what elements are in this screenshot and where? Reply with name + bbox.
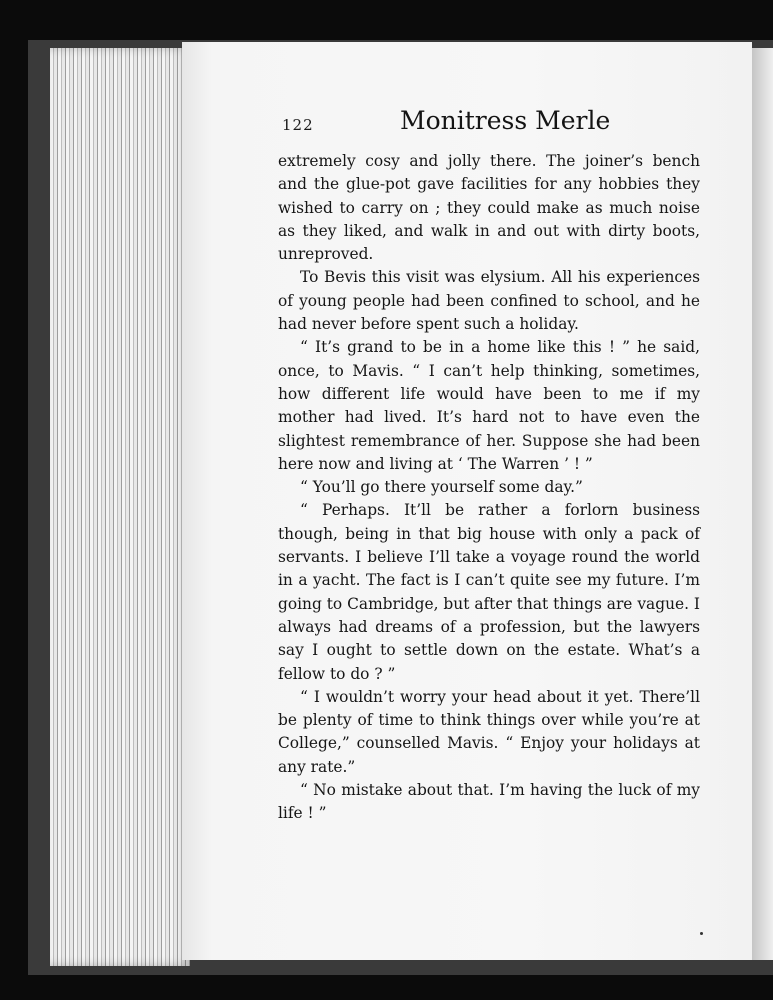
page-header <box>282 106 702 140</box>
paragraph-1: extremely cosy and jolly there. The joiner’s bench and the glue-pot gave facilities for any hobbies they wished to carry on ; they could make as much noise as they liked, and walk in and out with dirty boots, unreproved. <box>278 152 700 264</box>
paragraph-2: To Bevis this visit was elysium. All his experiences of young people had been confined to school, and he had never before spent such a holiday. <box>278 268 700 334</box>
paragraph-3: “ It’s grand to be in a home like this ! ” he said, once, to Mavis. “ I can’t help thinking, sometimes, how different life would have been to me if my mother had lived. It’s hard not to have even the slightest remembrance of her. Suppose she had been here now and living at ‘ The Warren ’ ! ” <box>278 338 700 473</box>
paragraph-4: “ You’ll go there yourself some day.” <box>300 478 583 497</box>
paragraph-5: “ Perhaps. It’ll be rather a forlorn business though, being in that big house with only a pack of servants. I believe I’ll take a voyage round the world in a yacht. The fact is I can’t quite see my future. I’m going to Cambridge, but after that things are vague. I always had dreams of a profession, but the lawyers say I ought to settle down on the estate. What’s a fellow to do ? ” <box>278 501 700 683</box>
ink-speck <box>700 932 703 935</box>
body-text <box>278 150 700 826</box>
book-page <box>182 42 752 960</box>
page-number: 122 <box>282 116 314 134</box>
paragraph-7: “ No mistake about that. I’m having the luck of my life ! ” <box>278 781 700 823</box>
page-edges <box>50 48 190 966</box>
paragraph-6: “ I wouldn’t worry your head about it yet. There’ll be plenty of time to think things over while you’re at College,” counselled Mavis. “ Enjoy your holidays at any rate.” <box>278 687 700 776</box>
running-title: Monitress Merle <box>400 106 611 135</box>
